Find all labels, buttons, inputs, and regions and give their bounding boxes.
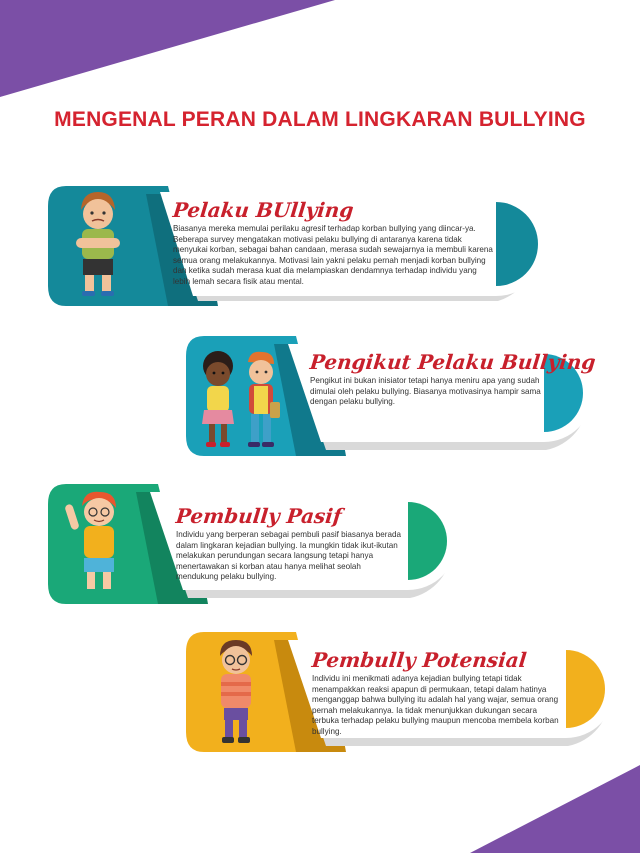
card-pelaku-bullying bbox=[48, 186, 568, 306]
card-heading: Pengikut Pelaku Bullying bbox=[308, 350, 597, 374]
corner-decoration-bottom bbox=[0, 760, 640, 853]
corner-decoration-top bbox=[0, 0, 640, 100]
card-pengikut-pelaku-bullying bbox=[186, 336, 606, 456]
card-body: Biasanya mereka memulai perilaku agresif terhadap korban bullying yang diincar-ya. Beberapa survey mengatakan motivasi pelaku bullying di antaranya karena tidak menyukai korban, sebagai bahan candaan, merasa sudah sewajarnya ia membuli karena semua orang melakukannya. Motivasi lain yakni pelaku pernah menjadi korban bullying dan ketika sudah merasa kuat dia melampiaskan dendamnya terhadap individu yang lebih lemah secara fisik atau mental. bbox=[173, 224, 493, 286]
card-pembully-pasif bbox=[48, 484, 468, 604]
card-heading: Pembully Potensial bbox=[310, 648, 528, 672]
card-heading: Pembully Pasif bbox=[174, 504, 343, 528]
page-title: MENGENAL PERAN DALAM LINGKARAN BULLYING bbox=[54, 108, 586, 131]
boy-with-glasses-illustration bbox=[208, 638, 264, 748]
card-body: Pengikut ini bukan inisiator tetapi hanya meniru apa yang sudah dimulai oleh pelaku bullying. Biasanya motivasinya hampir sama dengan pelaku bullying. bbox=[310, 376, 541, 407]
card-heading: Pelaku BUllying bbox=[171, 198, 355, 222]
two-kids-illustration bbox=[194, 350, 286, 450]
card-body: Individu yang berperan sebagai pembuli pasif biasanya berada dalam lingkaran kejadian bullying. Ia mungkin tidak ikut-ikutan melakukan perundungan secara langsung tetapi hanya menertawakan si korban atau hanya melihat seolah mendukung pelaku bullying. bbox=[176, 530, 401, 582]
card-body: Individu ini menikmati adanya kejadian bullying tetapi tidak menampakkan reaksi apapun di permukaan, tetapi dalam hatinya menganggap bahwa bullying itu adalah hal yang wajar, semua orang pernah melakukannya. Ia tidak menunjukkan dukungan secara terbuka terhadap pelaku bullying maupun mencoba membela korban bullying. bbox=[312, 674, 559, 736]
boy-crossed-arms-illustration bbox=[68, 190, 128, 302]
card-pembully-potensial bbox=[186, 632, 626, 752]
waving-boy-illustration bbox=[64, 490, 130, 600]
